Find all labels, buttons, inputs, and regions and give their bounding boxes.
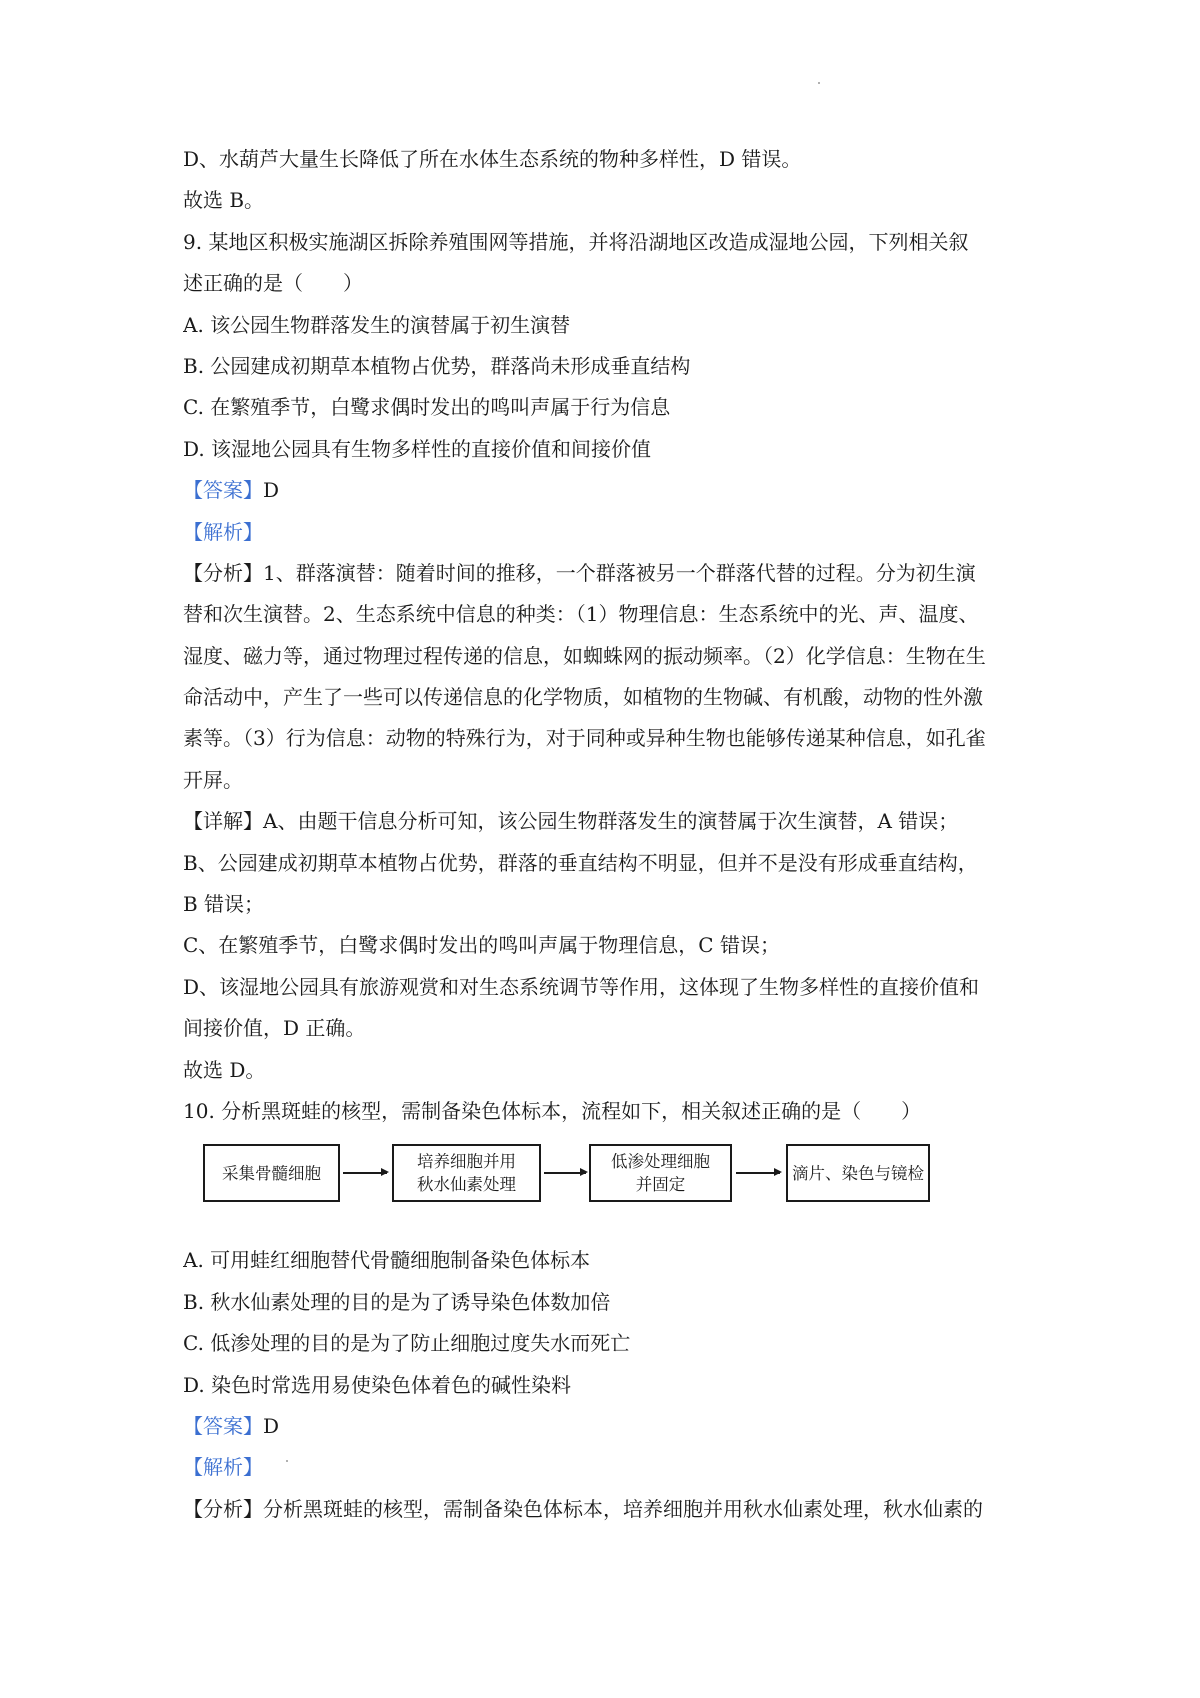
q9-option-b: B. 公园建成初期草本植物占优势，群落尚未形成垂直结构 (183, 353, 691, 378)
flow-step-label: 滴片、染色与镜检 (792, 1163, 924, 1183)
analysis-line: 素等。（3）行为信息：动物的特殊行为，对于同种或异种生物也能够传递某种信息，如孔雀 (183, 726, 986, 751)
flow-step-collect (203, 1144, 340, 1202)
question-10-stem: 10. 分析黑斑蛙的核型，需制备染色体标本，流程如下，相关叙述正确的是（ ） (183, 1098, 922, 1123)
answer-tag: 【答案】 (183, 478, 263, 503)
page-content (183, 139, 1028, 1530)
flowchart (203, 1138, 1028, 1240)
analysis-line: 命活动中，产生了一些可以传递信息的化学物质，如植物的生物碱、有机酸，动物的性外激 (183, 685, 983, 710)
q10-option-c: C. 低渗处理的目的是为了防止细胞过度失水而死亡 (183, 1331, 631, 1356)
q9-option-c: C. 在繁殖季节，白鹭求偶时发出的鸣叫声属于行为信息 (183, 395, 671, 420)
q9-option-a: A. 该公园生物群落发生的演替属于初生演替 (183, 312, 571, 337)
detail-line: B、公园建成初期草本植物占优势，群落的垂直结构不明显，但并不是没有形成垂直结构， (183, 850, 978, 875)
detail-line: 间接价值，D 正确。 (183, 1016, 366, 1041)
flow-arrow (343, 1172, 387, 1174)
flow-arrow (736, 1172, 780, 1174)
q10-option-d: D. 染色时常选用易使染色体着色的碱性染料 (183, 1372, 572, 1397)
conclusion-line: 故选 D。 (183, 1057, 266, 1082)
text-line: D、水葫芦大量生长降低了所在水体生态系统的物种多样性，D 错误。 (183, 147, 802, 171)
detail-line: C、在繁殖季节，白鹭求偶时发出的鸣叫声属于物理信息，C 错误； (183, 933, 780, 958)
analysis-tag: 【解析】 (183, 1455, 263, 1480)
detail-line: D、该湿地公园具有旅游观赏和对生态系统调节等作用，这体现了生物多样性的直接价值和 (183, 974, 980, 999)
analysis-line: 湿度、磁力等，通过物理过程传递的信息，如蜘蛛网的振动频率。（2）化学信息：生物在生 (183, 643, 986, 668)
analysis-tag: 【解析】 (183, 519, 263, 544)
question-9-stem-cont: 述正确的是（ ） (183, 271, 363, 296)
detail-line: B 错误； (183, 892, 265, 917)
flow-step-stain (786, 1144, 930, 1202)
analysis-line: 开屏。 (183, 767, 243, 792)
flow-step-hypotonic (589, 1144, 732, 1202)
question-9-stem: 9. 某地区积极实施湖区拆除养殖围网等措施，并将沿湖地区改造成湿地公园，下列相关叙 (183, 229, 969, 254)
flow-step-label: 并固定 (635, 1175, 686, 1195)
q10-answer (183, 1406, 1028, 1447)
flow-step-culture (392, 1144, 541, 1202)
q10-option-b: B. 秋水仙素处理的目的是为了诱导染色体数加倍 (183, 1289, 611, 1314)
analysis-line: 【分析】1、群落演替：随着时间的推移，一个群落被另一个群落代替的过程。分为初生演 (183, 560, 976, 585)
q9-analysis-heading (183, 512, 1028, 553)
q10-option-a: A. 可用蛙红细胞替代骨髓细胞制备染色体标本 (183, 1248, 591, 1273)
flow-step-label: 采集骨髓细胞 (222, 1163, 321, 1183)
text-line: 故选 B。 (183, 188, 265, 213)
q9-option-d: D. 该湿地公园具有生物多样性的直接价值和间接价值 (183, 436, 652, 461)
scan-speck (818, 82, 820, 84)
flow-step-label: 培养细胞并用 (417, 1152, 516, 1172)
flow-step-label: 秋水仙素处理 (417, 1175, 516, 1195)
q10-analysis-heading (183, 1447, 1028, 1488)
answer-value: D (263, 1413, 280, 1438)
detail-line: 【详解】A、由题干信息分析可知，该公园生物群落发生的演替属于次生演替，A 错误； (183, 809, 959, 834)
flow-arrow (544, 1172, 586, 1174)
analysis-line: 【分析】分析黑斑蛙的核型，需制备染色体标本，培养细胞并用秋水仙素处理，秋水仙素的 (183, 1496, 983, 1521)
answer-value: D (263, 478, 280, 503)
analysis-line: 替和次生演替。2、生态系统中信息的种类：（1）物理信息：生态系统中的光、声、温度、 (183, 602, 979, 627)
q9-answer (183, 470, 1028, 511)
answer-tag: 【答案】 (183, 1413, 263, 1438)
flow-step-label: 低渗处理细胞 (611, 1152, 710, 1172)
